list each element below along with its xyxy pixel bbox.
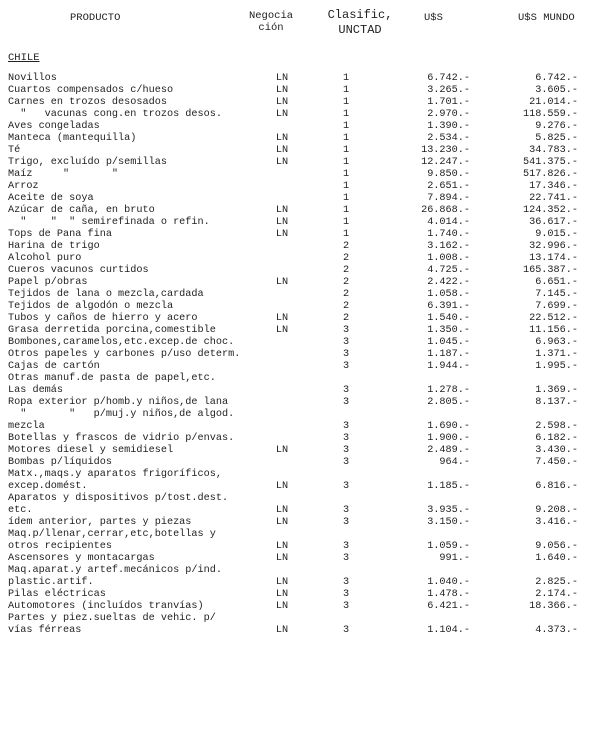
clasific-cell: 3 [342, 553, 350, 564]
usd-mundo-cell: 124.352.- [522, 205, 578, 216]
clasific-cell: 3 [342, 625, 350, 636]
usd-mundo-cell: 165.387.- [522, 265, 578, 276]
negociacion-cell: LN [275, 553, 289, 564]
usd-mundo-cell: 11.156.- [529, 325, 578, 336]
product-name: Té [8, 145, 21, 156]
usd-cell: 1.540.- [427, 313, 470, 324]
usd-mundo-cell: 9.208.- [535, 505, 578, 516]
product-name: excep.domést. [8, 481, 88, 492]
clasific-cell: 3 [342, 517, 350, 528]
clasific-cell: 3 [342, 325, 350, 336]
usd-cell: 1.740.- [427, 229, 470, 240]
usd-cell: 6.421.- [427, 601, 470, 612]
usd-mundo-cell: 34.783.- [529, 145, 578, 156]
product-name: Bombas p/líquidos [8, 457, 112, 468]
product-name: Manteca (mantequilla) [8, 133, 137, 144]
product-name: Maq.p/llenar,cerrar,etc,botellas y [8, 529, 216, 540]
usd-mundo-cell: 7.699.- [535, 301, 578, 312]
usd-cell: 6.742.- [427, 73, 470, 84]
usd-mundo-cell: 7.450.- [535, 457, 578, 468]
usd-mundo-cell: 6.182.- [535, 433, 578, 444]
clasific-cell: 3 [342, 433, 350, 444]
product-name: Harina de trigo [8, 241, 100, 252]
product-name: Ascensores y montacargas [8, 553, 155, 564]
usd-mundo-cell: 6.816.- [535, 481, 578, 492]
clasific-cell: 1 [342, 193, 350, 204]
clasific-cell: 1 [342, 73, 350, 84]
product-name: Arroz [8, 181, 39, 192]
usd-cell: 1.278.- [427, 385, 470, 396]
clasific-cell: 1 [342, 109, 350, 120]
usd-cell: 2.970.- [427, 109, 470, 120]
usd-cell: 1.185.- [427, 481, 470, 492]
clasific-cell: 1 [342, 85, 350, 96]
product-name: Otras manuf.de pasta de papel,etc. [8, 373, 216, 384]
usd-mundo-cell: 9.276.- [535, 121, 578, 132]
usd-cell: 2.489.- [427, 445, 470, 456]
product-name: Pilas eléctricas [8, 589, 106, 600]
usd-mundo-cell: 3.605.- [535, 85, 578, 96]
usd-mundo-cell: 7.145.- [535, 289, 578, 300]
usd-cell: 1.187.- [427, 349, 470, 360]
negociacion-cell: LN [275, 277, 289, 288]
negociacion-cell: LN [275, 589, 289, 600]
clasific-cell: 2 [342, 265, 350, 276]
negociacion-cell: LN [275, 541, 289, 552]
usd-cell: 2.534.- [427, 133, 470, 144]
clasific-cell: 2 [342, 277, 350, 288]
clasific-cell: 2 [342, 241, 350, 252]
clasific-cell: 2 [342, 253, 350, 264]
usd-mundo-cell: 1.640.- [535, 553, 578, 564]
usd-cell: 3.265.- [427, 85, 470, 96]
product-name: Cajas de cartón [8, 361, 100, 372]
usd-mundo-cell: 6.963.- [535, 337, 578, 348]
product-name: Aparatos y dispositivos p/tost.dest. [8, 493, 229, 504]
usd-mundo-cell: 118.559.- [522, 109, 578, 120]
usd-mundo-cell: 2.598.- [535, 421, 578, 432]
usd-cell: 7.894.- [427, 193, 470, 204]
usd-mundo-cell: 21.014.- [529, 97, 578, 108]
product-name: Motores diesel y semidiesel [8, 445, 174, 456]
usd-cell: 1.478.- [427, 589, 470, 600]
product-name: Trigo, excluído p/semillas [8, 157, 167, 168]
clasific-cell: 2 [342, 289, 350, 300]
negociacion-cell: LN [275, 481, 289, 492]
product-name: otros recipientes [8, 541, 112, 552]
usd-cell: 9.850.- [427, 169, 470, 180]
usd-mundo-cell: 17.346.- [529, 181, 578, 192]
usd-cell: 2.805.- [427, 397, 470, 408]
product-name: Maq.aparat.y artef.mecánicos p/ind. [8, 565, 222, 576]
usd-mundo-cell: 8.137.- [535, 397, 578, 408]
usd-cell: 26.868.- [421, 205, 470, 216]
usd-cell: 1.900.- [427, 433, 470, 444]
negociacion-cell: LN [275, 73, 289, 84]
usd-cell: 12.247.- [421, 157, 470, 168]
clasific-cell: 1 [342, 145, 350, 156]
usd-mundo-cell: 4.373.- [535, 625, 578, 636]
usd-cell: 3.150.- [427, 517, 470, 528]
usd-cell: 991.- [439, 553, 470, 564]
negociacion-cell: LN [275, 625, 289, 636]
usd-mundo-cell: 1.369.- [535, 385, 578, 396]
negociacion-cell: LN [275, 109, 289, 120]
clasific-cell: 3 [342, 361, 350, 372]
product-name: Grasa derretida porcina,comestible [8, 325, 216, 336]
header-usd: U$S [424, 12, 443, 24]
usd-mundo-cell: 9.056.- [535, 541, 578, 552]
usd-cell: 1.059.- [427, 541, 470, 552]
clasific-cell: 3 [342, 421, 350, 432]
usd-cell: 3.162.- [427, 241, 470, 252]
clasific-cell: 1 [342, 205, 350, 216]
negociacion-cell: LN [275, 217, 289, 228]
usd-cell: 1.350.- [427, 325, 470, 336]
product-name: Papel p/obras [8, 277, 88, 288]
usd-cell: 1.944.- [427, 361, 470, 372]
negociacion-cell: LN [275, 517, 289, 528]
usd-mundo-cell: 13.174.- [529, 253, 578, 264]
clasific-cell: 3 [342, 337, 350, 348]
clasific-cell: 3 [342, 457, 350, 468]
usd-mundo-cell: 3.416.- [535, 517, 578, 528]
header-clasific-unctad: Clasific, UNCTAD [327, 8, 393, 37]
product-name: Otros papeles y carbones p/uso determ. [8, 349, 241, 360]
product-name: Bombones,caramelos,etc.excep.de choc. [8, 337, 235, 348]
product-name: " " " semirefinada o refin. [8, 217, 210, 228]
product-name: Cueros vacunos curtidos [8, 265, 149, 276]
usd-cell: 4.014.- [427, 217, 470, 228]
usd-cell: 2.651.- [427, 181, 470, 192]
product-name: Las demás [8, 385, 64, 396]
product-name: Aves congeladas [8, 121, 100, 132]
product-name: Tejidos de algodón o mezcla [8, 301, 174, 312]
product-name: etc. [8, 505, 33, 516]
product-name: Carnes en trozos desosados [8, 97, 167, 108]
clasific-cell: 1 [342, 97, 350, 108]
usd-cell: 1.701.- [427, 97, 470, 108]
negociacion-cell: LN [275, 205, 289, 216]
usd-cell: 964.- [439, 457, 470, 468]
clasific-cell: 1 [342, 169, 350, 180]
usd-mundo-cell: 2.825.- [535, 577, 578, 588]
clasific-cell: 3 [342, 385, 350, 396]
product-name: Botellas y frascos de vidrio p/envas. [8, 433, 235, 444]
product-name: Alcohol puro [8, 253, 82, 264]
product-name: Matx.,maqs.y aparatos frigoríficos, [8, 469, 222, 480]
usd-mundo-cell: 1.995.- [535, 361, 578, 372]
negociacion-cell: LN [275, 325, 289, 336]
usd-mundo-cell: 22.512.- [529, 313, 578, 324]
clasific-cell: 2 [342, 313, 350, 324]
usd-mundo-cell: 18.366.- [529, 601, 578, 612]
product-name: Tejidos de lana o mezcla,cardada [8, 289, 204, 300]
usd-mundo-cell: 3.430.- [535, 445, 578, 456]
negociacion-cell: LN [275, 313, 289, 324]
usd-cell: 1.690.- [427, 421, 470, 432]
usd-mundo-cell: 36.617.- [529, 217, 578, 228]
usd-mundo-cell: 9.015.- [535, 229, 578, 240]
usd-mundo-cell: 1.371.- [535, 349, 578, 360]
product-name: vías férreas [8, 625, 82, 636]
negociacion-cell: LN [275, 133, 289, 144]
clasific-cell: 3 [342, 589, 350, 600]
clasific-cell: 1 [342, 157, 350, 168]
usd-cell: 13.230.- [421, 145, 470, 156]
product-name: Automotores (incluídos tranvías) [8, 601, 204, 612]
clasific-cell: 3 [342, 445, 350, 456]
clasific-cell: 2 [342, 301, 350, 312]
clasific-cell: 3 [342, 505, 350, 516]
usd-mundo-cell: 517.826.- [522, 169, 578, 180]
product-name: Cuartos compensados c/hueso [8, 85, 174, 96]
negociacion-cell: LN [275, 577, 289, 588]
usd-mundo-cell: 541.375.- [522, 157, 578, 168]
product-name: " vacunas cong.en trozos desos. [8, 109, 222, 120]
usd-cell: 1.008.- [427, 253, 470, 264]
negociacion-cell: LN [275, 601, 289, 612]
usd-mundo-cell: 32.996.- [529, 241, 578, 252]
usd-cell: 3.935.- [427, 505, 470, 516]
product-name: Maíz " " [8, 169, 119, 180]
negociacion-cell: LN [275, 505, 289, 516]
product-name: Tubos y caños de hierro y acero [8, 313, 198, 324]
clasific-cell: 3 [342, 577, 350, 588]
negociacion-cell: LN [275, 229, 289, 240]
usd-mundo-cell: 6.651.- [535, 277, 578, 288]
header-negociacion: Negocia ción [248, 10, 294, 34]
clasific-cell: 1 [342, 121, 350, 132]
clasific-cell: 3 [342, 349, 350, 360]
usd-cell: 1.040.- [427, 577, 470, 588]
usd-mundo-cell: 6.742.- [535, 73, 578, 84]
negociacion-cell: LN [275, 85, 289, 96]
usd-cell: 1.104.- [427, 625, 470, 636]
clasific-cell: 3 [342, 601, 350, 612]
product-name: ídem anterior, partes y piezas [8, 517, 192, 528]
country-heading: CHILE [8, 52, 40, 64]
clasific-cell: 3 [342, 481, 350, 492]
product-name: Azúcar de caña, en bruto [8, 205, 155, 216]
usd-mundo-cell: 2.174.- [535, 589, 578, 600]
negociacion-cell: LN [275, 157, 289, 168]
usd-cell: 2.422.- [427, 277, 470, 288]
negociacion-cell: LN [275, 145, 289, 156]
usd-cell: 4.725.- [427, 265, 470, 276]
product-name: Novillos [8, 73, 57, 84]
usd-cell: 1.390.- [427, 121, 470, 132]
product-name: Ropa exterior p/homb.y niños,de lana [8, 397, 229, 408]
usd-cell: 1.058.- [427, 289, 470, 300]
product-name: Tops de Pana fina [8, 229, 112, 240]
usd-cell: 6.391.- [427, 301, 470, 312]
clasific-cell: 1 [342, 181, 350, 192]
negociacion-cell: LN [275, 97, 289, 108]
usd-cell: 1.045.- [427, 337, 470, 348]
clasific-cell: 1 [342, 229, 350, 240]
clasific-cell: 3 [342, 397, 350, 408]
product-name: Aceite de soya [8, 193, 94, 204]
usd-mundo-cell: 5.825.- [535, 133, 578, 144]
usd-mundo-cell: 22.741.- [529, 193, 578, 204]
product-name: mezcla [8, 421, 45, 432]
product-name: plastic.artif. [8, 577, 94, 588]
header-producto: PRODUCTO [70, 12, 121, 24]
product-name: Partes y piez.sueltas de vehic. p/ [8, 613, 216, 624]
clasific-cell: 1 [342, 217, 350, 228]
negociacion-cell: LN [275, 445, 289, 456]
clasific-cell: 3 [342, 541, 350, 552]
product-name: " " p/muj.y niños,de algod. [8, 409, 235, 420]
clasific-cell: 1 [342, 133, 350, 144]
header-usd-mundo: U$S MUNDO [518, 12, 575, 24]
